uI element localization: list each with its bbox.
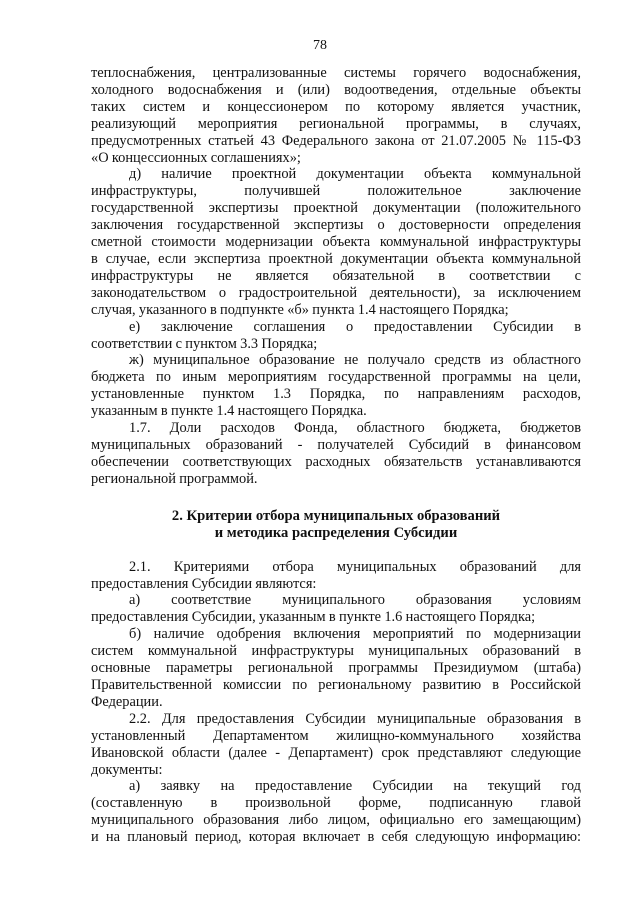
text-line: обеспечении соответствующих расходных обязательств устанавливаются <box>91 453 581 470</box>
text-line: ж) муниципальное образование не получало средств из областного <box>129 352 581 369</box>
text-line: муниципальных образований - получателей Субсидий в финансовом <box>91 436 581 453</box>
text-line: сметной стоимости модернизации объекта коммунальной инфраструктуры <box>91 234 581 251</box>
text-line: основные параметры региональной программы Президиумом (штаба) <box>91 660 581 677</box>
text-line: (составленную в произвольной форме, подписанную главой <box>91 795 581 812</box>
text-line: предоставления Субсидии, указанным в пункте 1.6 настоящего Порядка; <box>91 609 536 626</box>
text-line: документы: <box>91 761 163 778</box>
document-body <box>91 65 581 846</box>
section-heading: 2. Критерии отбора муниципальных образований <box>171 507 501 524</box>
text-line: «О концессионных соглашениях»; <box>91 149 301 166</box>
text-line: систем коммунальной инфраструктуры муниципальных образований в <box>91 643 581 660</box>
text-line: бюджета по иным мероприятиям государственной программы на цели, <box>91 369 581 386</box>
text-line: д) наличие проектной документации объекта коммунальной <box>129 166 581 183</box>
text-line: Правительственной комиссии по региональному развитию в Российской <box>91 677 581 693</box>
text-line: предусмотренных статьей 43 Федерального закона от 21.07.2005 № 115-ФЗ <box>91 132 581 149</box>
text-line: б) наличие одобрения включения мероприятий по модернизации <box>129 626 581 643</box>
text-line: 2.2. Для предоставления Субсидии муниципальные образования в <box>129 710 581 727</box>
text-line: Федерации. <box>91 693 163 710</box>
text-line: теплоснабжения, централизованные системы горячего водоснабжения, <box>91 65 581 81</box>
text-line: 2.1. Критериями отбора муниципальных образований для <box>129 558 581 575</box>
text-line: инфраструктуры, получившей положительное заключение <box>91 183 581 200</box>
text-line: установленные пунктом 1.3 Порядка, по направлениям расходов, <box>91 386 581 403</box>
text-line: в случае, если экспертиза проектной документации объекта коммунальной <box>91 250 581 267</box>
text-line: и на плановый период, которая включает в себя следующую информацию: <box>91 829 581 846</box>
text-line: холодного водоснабжения и (или) водоотведения, отдельные объекты <box>91 81 581 98</box>
text-line: реализующий мероприятия региональной программы, в случаях, <box>91 115 581 132</box>
text-line: государственной экспертизы проектной документации (положительного <box>91 200 581 217</box>
text-line: а) соответствие муниципального образования условиям <box>129 592 581 609</box>
text-line: е) заключение соглашения о предоставлении Субсидии в <box>129 318 581 335</box>
text-line: таких систем и концессионером по которому является участник, <box>91 98 581 115</box>
text-line: указанным в пункте 1.4 настоящего Порядка. <box>91 403 367 420</box>
text-line: установленный Департаментом жилищно-коммунального хозяйства <box>91 727 581 744</box>
text-line: соответствии с пунктом 3.3 Порядка; <box>91 335 318 352</box>
page-number: 78 <box>313 38 327 53</box>
text-line: Ивановской области (далее - Департамент) срок представляют следующие <box>91 744 581 761</box>
text-line: заключения государственной экспертизы о достоверности определения <box>91 217 581 234</box>
text-line: 1.7. Доли расходов Фонда, областного бюджета, бюджетов <box>129 420 581 437</box>
text-line: случая, указанного в подпункте «б» пункта 1.4 настоящего Порядка; <box>91 301 509 318</box>
text-line: законодательством о градостроительной деятельности), за исключением <box>91 284 581 301</box>
text-line: региональной программой. <box>91 470 258 487</box>
text-line: инфраструктуры не является обязательной в соответствии с <box>91 267 581 284</box>
text-line: муниципального образования либо лицом, официально его замещающим) <box>91 812 581 829</box>
section-heading: и методика распределения Субсидии <box>214 524 458 541</box>
text-line: предоставления Субсидии являются: <box>91 575 317 592</box>
text-line: а) заявку на предоставление Субсидии на текущий год <box>129 778 581 795</box>
